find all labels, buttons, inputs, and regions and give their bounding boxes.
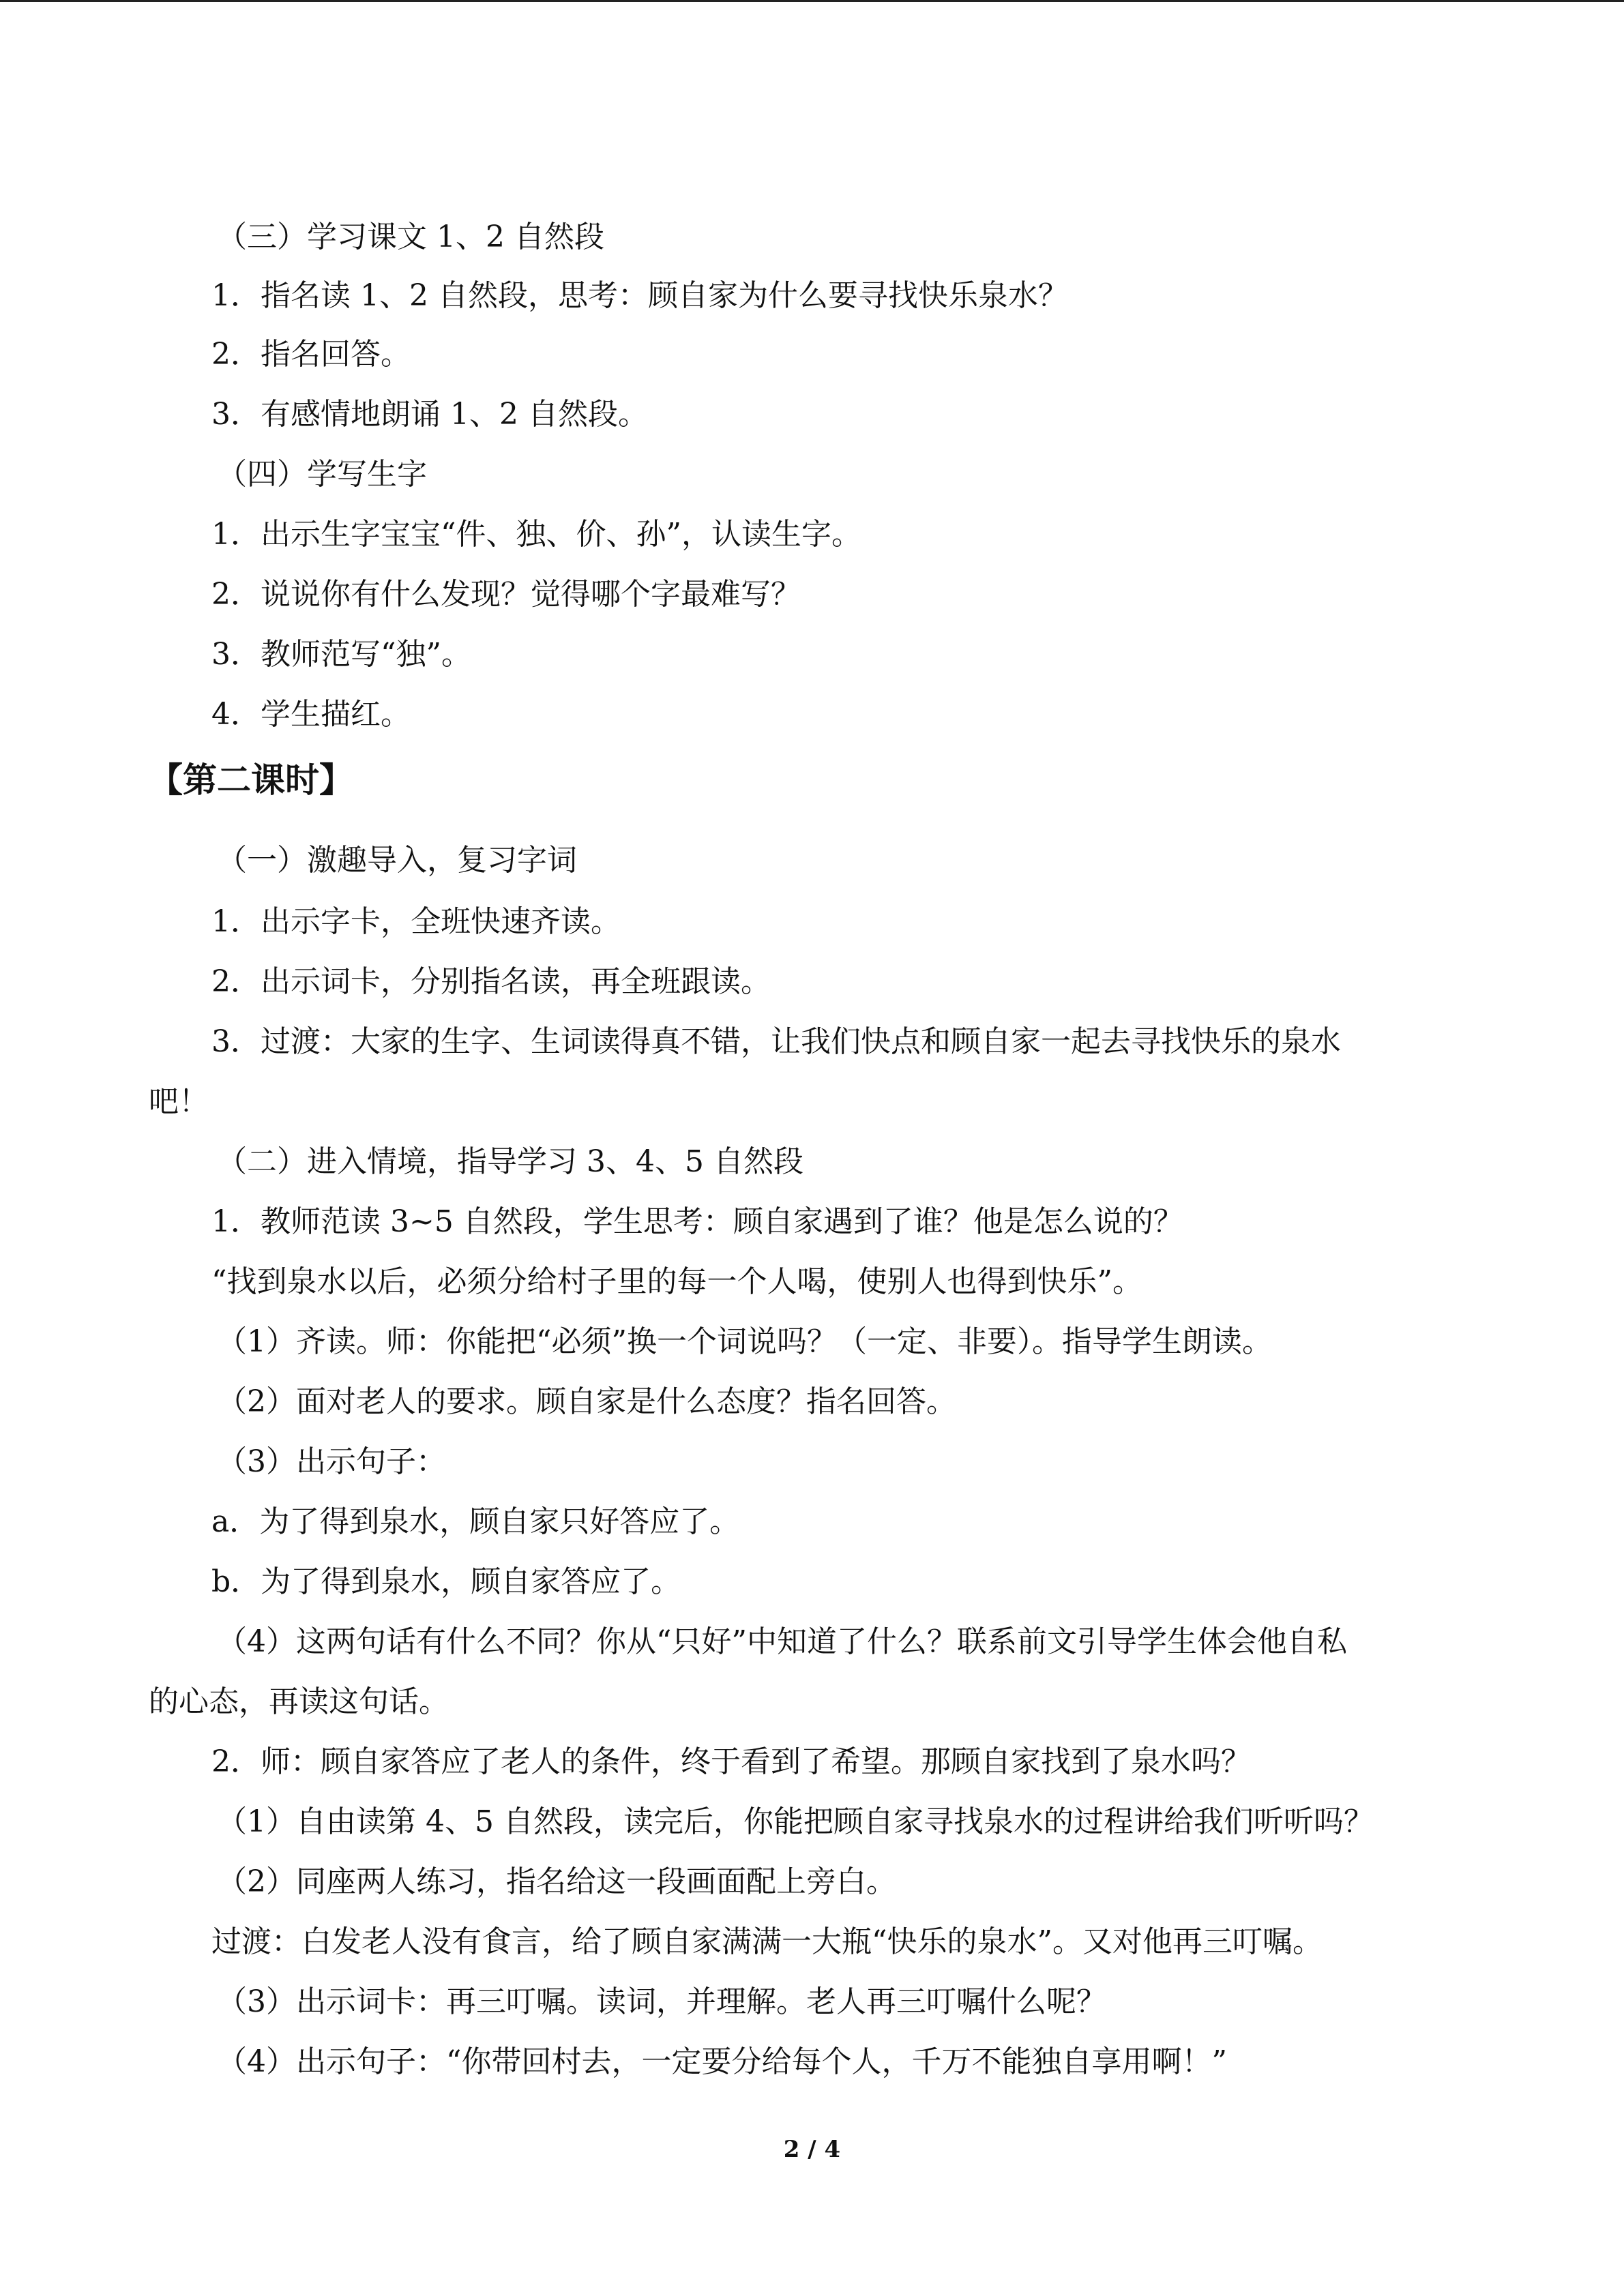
transition-line: 过渡：白发老人没有食言，给了顾自家满满一大瓶“快乐的泉水”。又对他再三叮嘱。 (211, 1924, 1323, 1959)
list-item: 2．师：顾自家答应了老人的条件，终于看到了希望。那顾自家找到了泉水吗？ (211, 1744, 1251, 1779)
list-item: 4．学生描红。 (211, 697, 411, 732)
list-item: 2．出示词卡，分别指名读，再全班跟读。 (211, 964, 771, 999)
example-sentence: b．为了得到泉水，顾自家答应了。 (211, 1564, 681, 1599)
section-title: （四）学写生字 (217, 457, 427, 492)
list-item: 1．出示字卡，全班快速齐读。 (211, 904, 621, 939)
continuation-line: 的心态，再读这句话。 (149, 1684, 449, 1719)
lesson-heading: 【第二课时】 (149, 760, 353, 800)
list-item: 2．说说你有什么发现？觉得哪个字最难写？ (211, 577, 801, 612)
list-item: 3．教师范写“独”。 (211, 637, 471, 672)
list-item: 1．出示生字宝宝“件、独、价、孙”，认读生字。 (211, 517, 861, 552)
list-item: 3．有感情地朗诵 1、2 自然段。 (211, 397, 648, 432)
list-item: 2．指名回答。 (211, 337, 411, 372)
sub-item: （3）出示词卡：再三叮嘱。读词，并理解。老人再三叮嘱什么呢？ (217, 1984, 1106, 2019)
page-number: 2 / 4 (783, 2136, 841, 2163)
continuation-line: 吧！ (149, 1084, 209, 1119)
sub-item: （2）同座两人练习，指名给这一段画面配上旁白。 (217, 1864, 896, 1899)
sub-item: （4）出示句子：“你带回村去，一定要分给每个人，千万不能独自享用啊！” (217, 2044, 1227, 2079)
list-item: 1．教师范读 3~5 自然段，学生思考：顾自家遇到了谁？他是怎么说的？ (211, 1204, 1183, 1239)
section-title: （三）学习课文 1、2 自然段 (217, 220, 604, 254)
sub-item: （1）自由读第 4、5 自然段，读完后，你能把顾自家寻找泉水的过程讲给我们听听吗？ (217, 1804, 1374, 1839)
sub-item: （4）这两句话有什么不同？你从“只好”中知道了什么？联系前文引导学生体会他自私 (217, 1624, 1347, 1659)
list-item: 1．指名读 1、2 自然段，思考：顾自家为什么要寻找快乐泉水？ (211, 278, 1068, 313)
list-item: 3．过渡：大家的生字、生词读得真不错，让我们快点和顾自家一起去寻找快乐的泉水 (211, 1024, 1341, 1059)
example-sentence: a．为了得到泉水，顾自家只好答应了。 (211, 1504, 740, 1539)
sub-item: （1）齐读。师：你能把“必须”换一个词说吗？（一定、非要）。指导学生朗读。 (217, 1324, 1272, 1359)
quoted-sentence: “找到泉水以后，必须分给村子里的每一个人喝，使别人也得到快乐”。 (211, 1264, 1142, 1299)
sub-item: （3）出示句子： (217, 1444, 446, 1479)
section-title: （一）激趣导入，复习字词 (217, 843, 577, 878)
section-title: （二）进入情境，指导学习 3、4、5 自然段 (217, 1144, 803, 1179)
sub-item: （2）面对老人的要求。顾自家是什么态度？指名回答。 (217, 1384, 956, 1419)
